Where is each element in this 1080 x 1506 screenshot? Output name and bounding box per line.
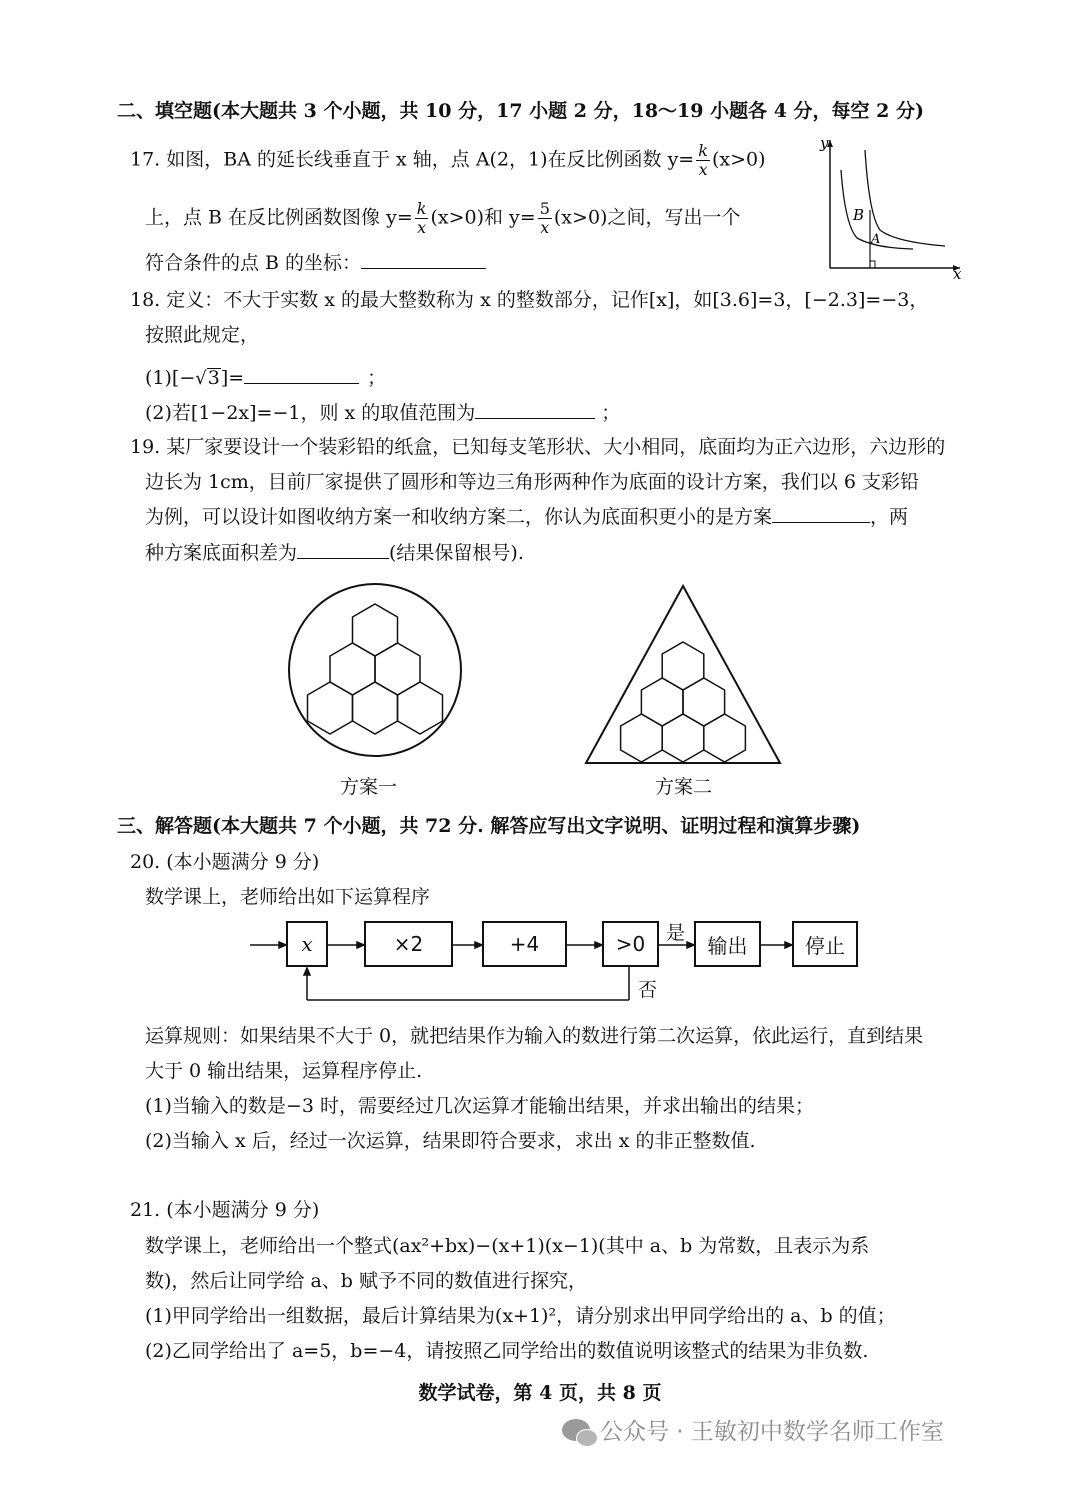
hexagon-pencil-1 <box>353 604 398 656</box>
answer-blank[interactable] <box>772 502 870 523</box>
hexagon-pencil-6 <box>704 714 746 762</box>
q21-part1: (1)甲同学给出一组数据，最后计算结果为(x+1)²，请分别求出甲同学给出的 a、b 的值； <box>145 1305 896 1327</box>
flow-box-stop: 停止 <box>792 921 858 967</box>
q18-p1-a: (1)[− <box>145 367 196 389</box>
triangle-base <box>586 586 780 763</box>
flow-no-label: 否 <box>638 979 658 1001</box>
q18-p1-end: ； <box>367 367 387 389</box>
q20-title: 20. (本小题满分 9 分) <box>130 851 320 873</box>
flow-box-output: 输出 <box>694 921 761 967</box>
hexagon-pencil-1 <box>662 642 704 690</box>
answer-blank[interactable] <box>297 538 389 559</box>
flow-box-times-2: ×2 <box>364 921 453 967</box>
point-A-label: A <box>871 232 881 247</box>
flow-yes-label: 是 <box>666 922 686 944</box>
frac-num: k <box>698 141 708 160</box>
q17-line3-text: 符合条件的点 B 的坐标： <box>145 252 362 274</box>
q17-line2-a: 上，点 B 在反比例函数图像 y= <box>145 206 413 229</box>
fraction-5-over-x <box>538 200 552 237</box>
hexagon-pencil-2 <box>330 643 375 695</box>
q18-p2-text: (2)若[1−2x]=−1，则 x 的取值范围为 <box>145 402 476 424</box>
q18-p1-b: ]= <box>220 367 245 389</box>
q18-part2 <box>145 398 620 427</box>
q19-line3 <box>145 502 908 531</box>
q20-part2: (2)当输入 x 后，经过一次运算，结果即符合要求，求出 x 的非正整数值. <box>145 1130 756 1152</box>
section2-heading: 二、填空题(本大题共 3 个小题，共 10 分，17 小题 2 分，18～19 小题各 4 分，每空 2 分) <box>117 100 925 122</box>
q18-line2: 按照此规定， <box>145 324 260 346</box>
q20-rule2: 大于 0 输出结果，运算程序停止. <box>145 1060 423 1082</box>
q19-line4-text: 种方案底面积差为 <box>145 542 298 564</box>
fraction-k-over-x <box>696 142 710 179</box>
answer-blank[interactable] <box>361 248 486 269</box>
answer-blank[interactable] <box>475 398 595 419</box>
frac-num: k <box>416 199 427 218</box>
flow-box-greater-0: >0 <box>602 921 659 967</box>
q19-line4-end: (结果保留根号). <box>389 542 524 564</box>
hexagon-pencil-3 <box>683 678 725 726</box>
plan1-caption: 方案一 <box>340 776 398 798</box>
q17-line2 <box>145 200 740 237</box>
q21-title: 21. (本小题满分 9 分) <box>130 1199 320 1221</box>
q21-line2: 数)，然后让同学给 a、b 赋予不同的数值进行探究， <box>145 1270 587 1292</box>
hexagon-pencil-5 <box>353 682 398 734</box>
q17-graph <box>805 130 970 280</box>
q17-line2-c: (x>0)之间，写出一个 <box>553 206 741 229</box>
page-footer: 数学试卷，第 4 页，共 8 页 <box>418 1382 662 1404</box>
q20-part1: (1)当输入的数是−3 时，需要经过几次运算才能输出结果，并求出输出的结果； <box>145 1095 814 1117</box>
q18-line1: 18. 定义：不大于实数 x 的最大整数称为 x 的整数部分，记作[x]，如[3.6]=3，[−2.3]=−3， <box>130 289 929 311</box>
x-label: x <box>953 265 962 280</box>
hexagon-pencil-4 <box>621 714 663 762</box>
plan2-caption: 方案二 <box>655 776 713 798</box>
frac-den: x <box>417 218 427 237</box>
frac-den: x <box>698 160 708 179</box>
section3-heading: 三、解答题(本大题共 7 个小题，共 72 分. 解答应写出文字说明、证明过程和演算步骤) <box>117 815 861 837</box>
q17-line1-cond: (x>0) <box>711 148 766 171</box>
q17-line1 <box>130 142 766 179</box>
hexagon-pencil-4 <box>308 682 353 734</box>
q19-line3-end: ，两 <box>870 506 909 528</box>
sqrt-radicand: 3 <box>207 367 220 389</box>
plan1-diagram <box>285 580 465 760</box>
q19-line2: 边长为 1cm，目前厂家提供了圆形和等边三角形两种作为底面的设计方案，我们以 6 支彩铅 <box>145 471 919 493</box>
q18-part1: (1)[−√3]= ； <box>145 363 386 393</box>
fraction-k-over-x-2 <box>415 200 429 237</box>
q18-p2-end: ； <box>601 402 621 424</box>
q17-line2-b: (x>0)和 y= <box>430 206 536 229</box>
flow-box-plus-4: +4 <box>482 921 567 967</box>
frac-den: x <box>540 218 550 237</box>
hexagon-pencil-2 <box>641 678 683 726</box>
flow-box-input-x: x <box>286 921 328 967</box>
q21-part2: (2)乙同学给出了 a=5，b=−4，请按照乙同学给出的数值说明该整式的结果为非负数. <box>145 1340 869 1362</box>
q19-line4 <box>145 538 524 567</box>
frac-num: 5 <box>539 199 550 218</box>
plan2-diagram <box>580 580 790 770</box>
answer-blank[interactable] <box>244 363 359 384</box>
q19-line3-text: 为例，可以设计如图收纳方案一和收纳方案二，你认为底面积更小的是方案 <box>145 506 773 528</box>
q21-line1: 数学课上，老师给出一个整式(ax²+bx)−(x+1)(x−1)(其中 a、b 为常数，且表示为系 <box>145 1235 870 1257</box>
q20-intro: 数学课上，老师给出如下运算程序 <box>145 886 431 908</box>
hexagon-pencil-5 <box>662 714 704 762</box>
right-angle-mark <box>870 261 875 268</box>
q17-line1-text: 17. 如图，BA 的延长线垂直于 x 轴，点 A(2，1)在反比例函数 y= <box>130 148 695 171</box>
watermark-text: 公众号 · 王敏初中数学名师工作室 <box>600 1419 944 1445</box>
wechat-icon <box>562 1419 590 1441</box>
hexagon-pencil-6 <box>398 682 443 734</box>
q19-line1: 19. 某厂家要设计一个装彩铅的纸盒，已知每支笔形状、大小相同，底面均为正六边形，六边形的 <box>130 436 946 458</box>
hexagon-pencil-3 <box>375 643 420 695</box>
point-B-label: B <box>853 206 865 224</box>
y-label: y <box>820 134 829 152</box>
q17-line3 <box>145 248 486 277</box>
q20-rule1: 运算规则：如果结果不大于 0，就把结果作为输入的数进行第二次运算，依此运行，直到结果 <box>145 1025 924 1047</box>
